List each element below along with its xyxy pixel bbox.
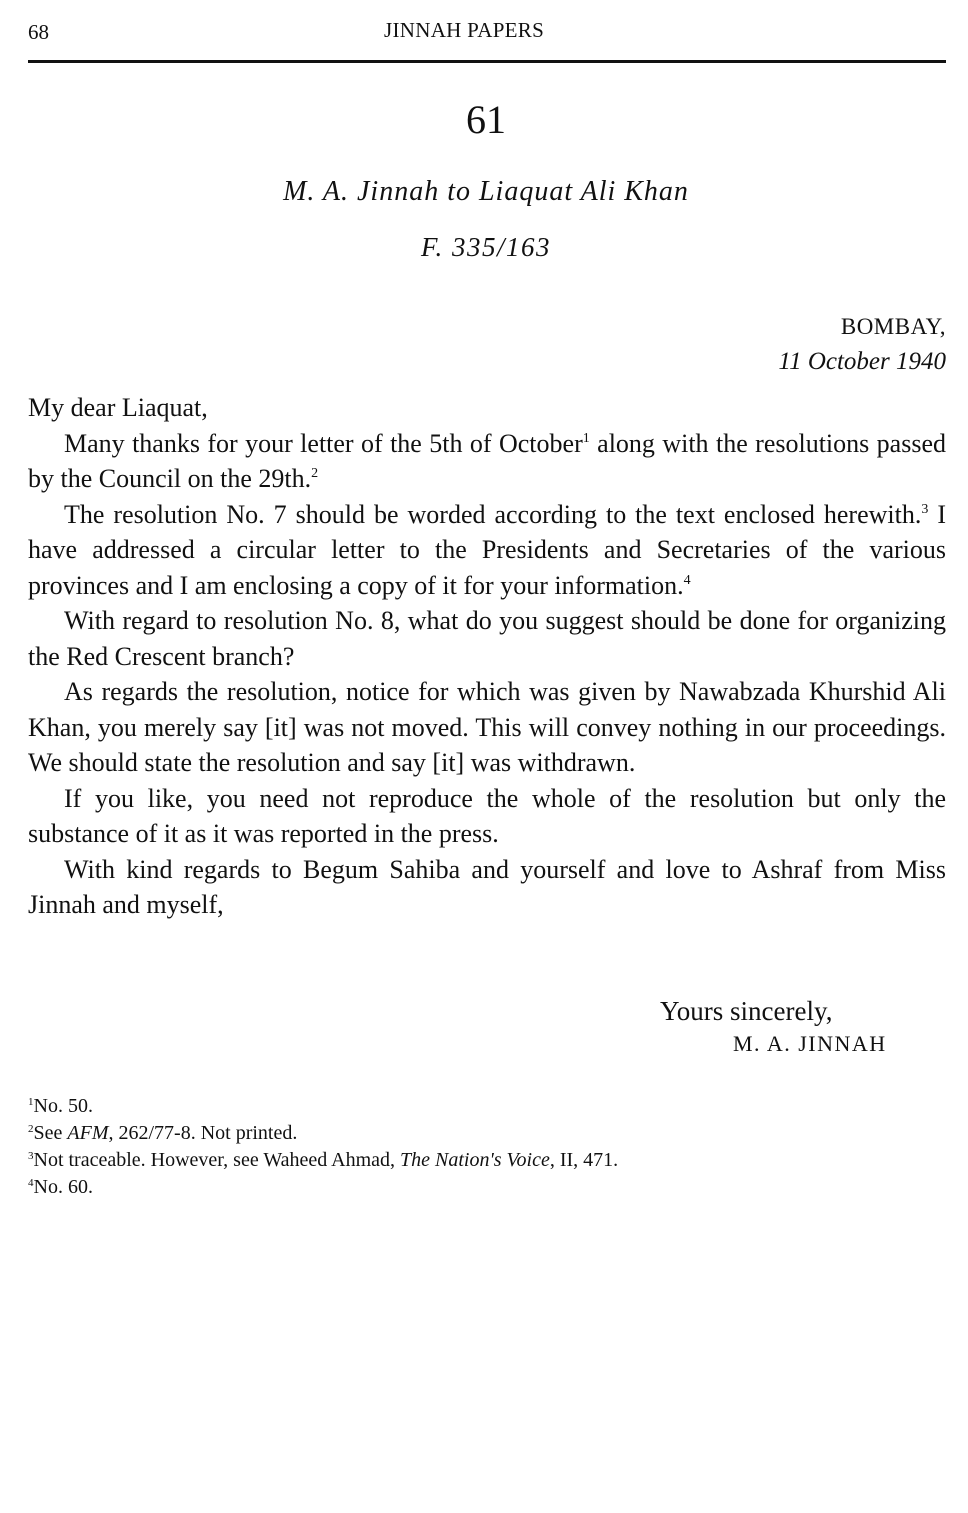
page-number: 68 [28, 20, 49, 44]
document-reference: F. 335/163 [420, 232, 551, 262]
header-divider [28, 60, 946, 63]
document-number: 61 [466, 97, 506, 142]
footnote-source-abbrev: AFM [67, 1122, 109, 1144]
footnotes [28, 1093, 928, 1201]
paragraph-text: Many thanks for your letter of the 5th of October [64, 428, 583, 458]
letter-body [28, 390, 946, 923]
footnote-4 [28, 1174, 928, 1201]
footnote-book-title: The Nation's Voice [400, 1149, 550, 1171]
footnote-marker: 4 [28, 1177, 34, 1189]
letter-paragraph-6: With kind regards to Begum Sahiba and yourself and love to Ashraf from Miss Jinnah and myself, [28, 854, 946, 919]
footnote-1 [28, 1093, 928, 1120]
paragraph-text: The resolution No. 7 should be worded according to the text enclosed herewith. [64, 499, 922, 529]
footnote-marker: 2 [28, 1123, 34, 1135]
footnote-2 [28, 1120, 928, 1147]
book-title: JINNAH PAPERS [384, 18, 545, 42]
footnote-marker: 3 [28, 1150, 34, 1162]
footnote-text: No. 50. [33, 1095, 93, 1117]
footnote-text: No. 60. [33, 1176, 93, 1198]
signature-name: M. A. JINNAH [733, 1031, 887, 1056]
salutation: My dear Liaquat, [28, 393, 208, 422]
footnote-ref-4: 4 [683, 572, 691, 588]
footnote-ref-1: 1 [582, 430, 590, 446]
letter-paragraph-3: With regard to resolution No. 8, what do you suggest should be done for organizing the Red Crescent branch? [28, 606, 946, 671]
letter-date: 11 October 1940 [778, 348, 946, 375]
letter-place: BOMBAY, [840, 314, 946, 339]
letter-paragraph-5: If you like, you need not reproduce the whole of the resolution but only the substance of it as it was reported in the press. [28, 783, 946, 848]
document-heading: M. A. Jinnah to Liaquat Ali Khan [283, 176, 689, 207]
footnote-marker: 1 [28, 1096, 34, 1108]
footnote-text: , 262/77-8. Not printed. [108, 1122, 298, 1144]
letter-paragraph-2 [28, 497, 946, 604]
footnote-3 [28, 1147, 928, 1174]
footnote-ref-3: 3 [921, 501, 929, 517]
paragraph-text: I have addressed a circular letter to the Presidents and Secretaries of the various provinces and I am enclosing a copy of it for your information. [28, 499, 946, 600]
letter-paragraph-1 [28, 426, 946, 497]
footnote-ref-2: 2 [311, 466, 319, 481]
complimentary-close: Yours sincerely, [660, 996, 833, 1026]
running-head [28, 16, 946, 46]
footnote-text: See [33, 1122, 68, 1144]
footnote-text: Not traceable. However, see Waheed Ahmad, [33, 1149, 401, 1171]
paragraph-text: along with the resolutions passed by the Council on the 29th. [28, 428, 946, 493]
letter-paragraph-4: As regards the resolution, notice for which was given by Nawabzada Khurshid Ali Khan, you merely say [it] was not moved. This will convey nothing in our proceedings. We should state the resolution and say [it] was withdrawn. [28, 677, 946, 777]
footnote-text: , II, 471. [549, 1149, 619, 1171]
